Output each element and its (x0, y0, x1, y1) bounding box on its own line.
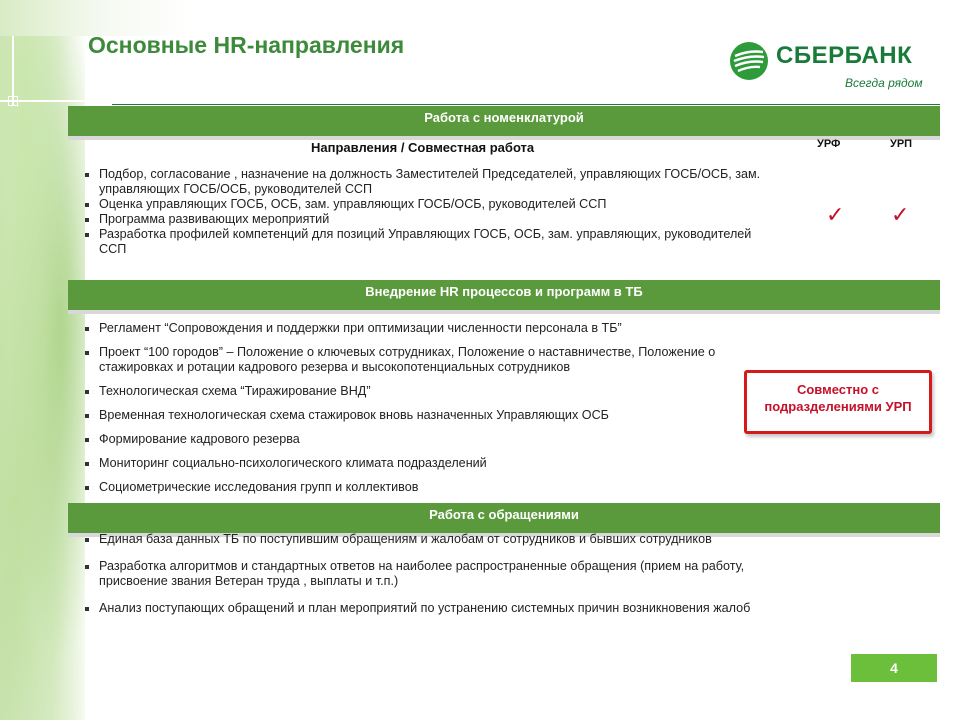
section-header-hr-processes: Внедрение HR процессов и программ в ТБ (68, 280, 940, 310)
column-header-urp: УРП (890, 138, 913, 150)
section-header-nomenclature: Работа с номенклатурой (68, 106, 940, 136)
list-item: Формирование кадрового резерва (84, 432, 754, 447)
check-icon: ✓ (891, 202, 910, 227)
check-icon: ✓ (826, 202, 845, 227)
sber-logo-icon (728, 40, 770, 82)
joint-work-note: Совместно с подразделениями УРП (744, 370, 932, 434)
page-title: Основные HR-направления (88, 32, 405, 58)
list-item: Разработка профилей компетенций для позиций Управляющих ГОСБ, ОСБ, зам. управляющих, руководителей ССП (84, 227, 774, 257)
list-item: Технологическая схема “Тиражирование ВНД” (84, 384, 754, 399)
list-item: Оценка управляющих ГОСБ, ОСБ, зам. управляющих ГОСБ/ОСБ, руководителей ССП (84, 197, 774, 212)
sber-logo (728, 40, 928, 92)
list-item: Проект “100 городов” – Положение о ключевых сотрудниках, Положение о наставничестве, Положение о стажировках и ротации кадрового резерва и высокопотенциальных сотрудников (84, 345, 754, 375)
list-item: Регламент “Сопровождения и поддержки при оптимизации численности персонала в ТБ” (84, 321, 754, 336)
list-item: Мониторинг социально-психологического климата подразделений (84, 456, 754, 471)
list-item: Подбор, согласование , назначение на должность Заместителей Председателей, управляющих ГОСБ/ОСБ, зам. управляющих ГОСБ/ОСБ, руководителей ССП (84, 167, 774, 197)
list-item: Единая база данных ТБ по поступившим обращениям и жалобам от сотрудников и бывших сотрудников (84, 532, 764, 547)
decor-square (8, 96, 18, 106)
logo-name: СБЕРБАНК (776, 42, 913, 69)
appeals-list (84, 532, 764, 616)
list-item: Программа развивающих мероприятий (84, 212, 774, 227)
column-header-urf: УРФ (817, 138, 841, 150)
list-item: Социометрические исследования групп и коллективов (84, 480, 754, 495)
page-number: 4 (851, 654, 937, 682)
top-decoration (0, 0, 960, 36)
hr-processes-list (84, 321, 754, 495)
list-item: Временная технологическая схема стажировок вновь назначенных Управляющих ОСБ (84, 408, 754, 423)
list-item: Разработка алгоритмов и стандартных ответов на наиболее распространенные обращения (прием на работу, присвоение звания Ветеран труда , выплаты и т.п.) (84, 559, 764, 589)
section-subheader: Направления / Совместная работа (311, 140, 535, 155)
list-item: Анализ поступающих обращений и план мероприятий по устранению системных причин возникновения жалоб (84, 601, 764, 616)
section-header-appeals: Работа с обращениями (68, 503, 940, 533)
logo-slogan: Всегда рядом (845, 76, 923, 90)
header-divider (112, 104, 940, 105)
nomenclature-list (84, 167, 774, 257)
